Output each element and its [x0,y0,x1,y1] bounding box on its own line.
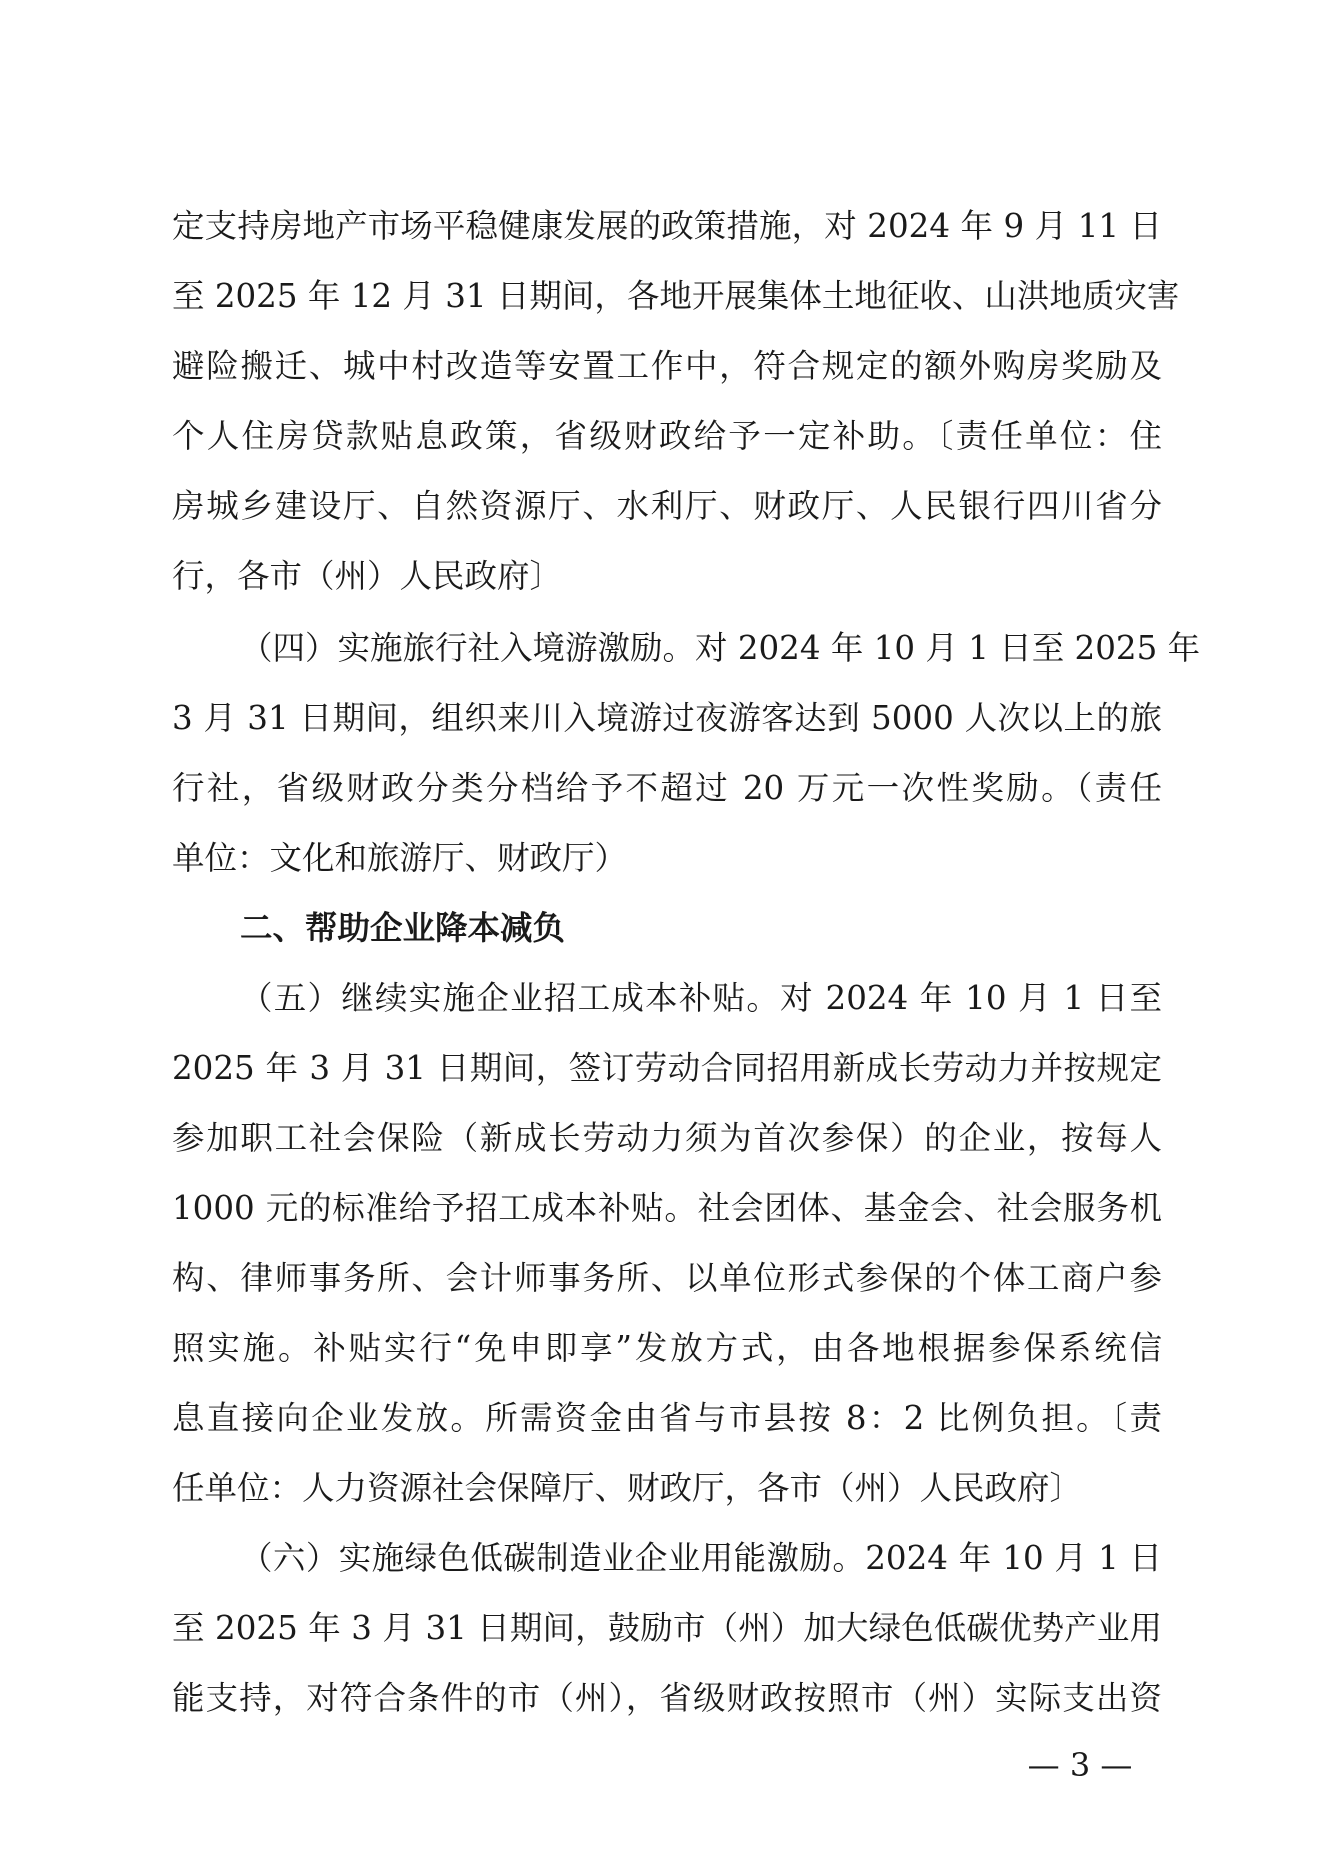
body-line: 避险搬迁、城中村改造等安置工作中，符合规定的额外购房奖励及 [172,347,1162,385]
page-number: — 3 — [1027,1746,1133,1784]
body-line: 至 2025 年 12 月 31 日期间，各地开展集体土地征收、山洪地质灾害 [172,277,1180,315]
body-line: 构、律师事务所、会计师事务所、以单位形式参保的个体工商户参 [172,1259,1162,1297]
body-line: 任单位：人力资源社会保障厅、财政厅，各市（州）人民政府〕 [172,1469,1083,1507]
body-line: 2025 年 3 月 31 日期间，签订劳动合同招用新成长劳动力并按规定 [172,1049,1162,1087]
paragraph-first-line: （六）实施绿色低碳制造业企业用能激励。2024 年 10 月 1 日 [240,1539,1162,1577]
body-line: 行社，省级财政分类分档给予不超过 20 万元一次性奖励。（责任 [172,769,1162,807]
body-line: 息直接向企业发放。所需资金由省与市县按 8：2 比例负担。〔责 [172,1399,1162,1437]
body-line: 至 2025 年 3 月 31 日期间，鼓励市（州）加大绿色低碳优势产业用 [172,1609,1162,1647]
body-line: 能支持，对符合条件的市（州），省级财政按照市（州）实际支出资 [172,1679,1162,1717]
body-line: 参加职工社会保险（新成长劳动力须为首次参保）的企业，按每人 [172,1119,1162,1157]
paragraph-first-line: （四）实施旅行社入境游激励。对 2024 年 10 月 1 日至 2025 年 [240,629,1201,667]
body-line: 1000 元的标准给予招工成本补贴。社会团体、基金会、社会服务机 [172,1189,1162,1227]
body-line: 定支持房地产市场平稳健康发展的政策措施，对 2024 年 9 月 11 日 [172,207,1162,245]
body-line: 个人住房贷款贴息政策，省级财政给予一定补助。〔责任单位：住 [172,417,1162,455]
body-line: 房城乡建设厅、自然资源厅、水利厅、财政厅、人民银行四川省分 [172,487,1162,525]
section-heading: 二、帮助企业降本减负 [240,909,566,947]
body-line: 单位：文化和旅游厅、财政厅） [172,839,628,877]
paragraph-first-line: （五）继续实施企业招工成本补贴。对 2024 年 10 月 1 日至 [240,979,1162,1017]
body-line: 行，各市（州）人民政府〕 [172,557,563,595]
body-line: 3 月 31 日期间，组织来川入境游过夜游客达到 5000 人次以上的旅 [172,699,1162,737]
body-line: 照实施。补贴实行“免申即享”发放方式，由各地根据参保系统信 [172,1329,1162,1367]
